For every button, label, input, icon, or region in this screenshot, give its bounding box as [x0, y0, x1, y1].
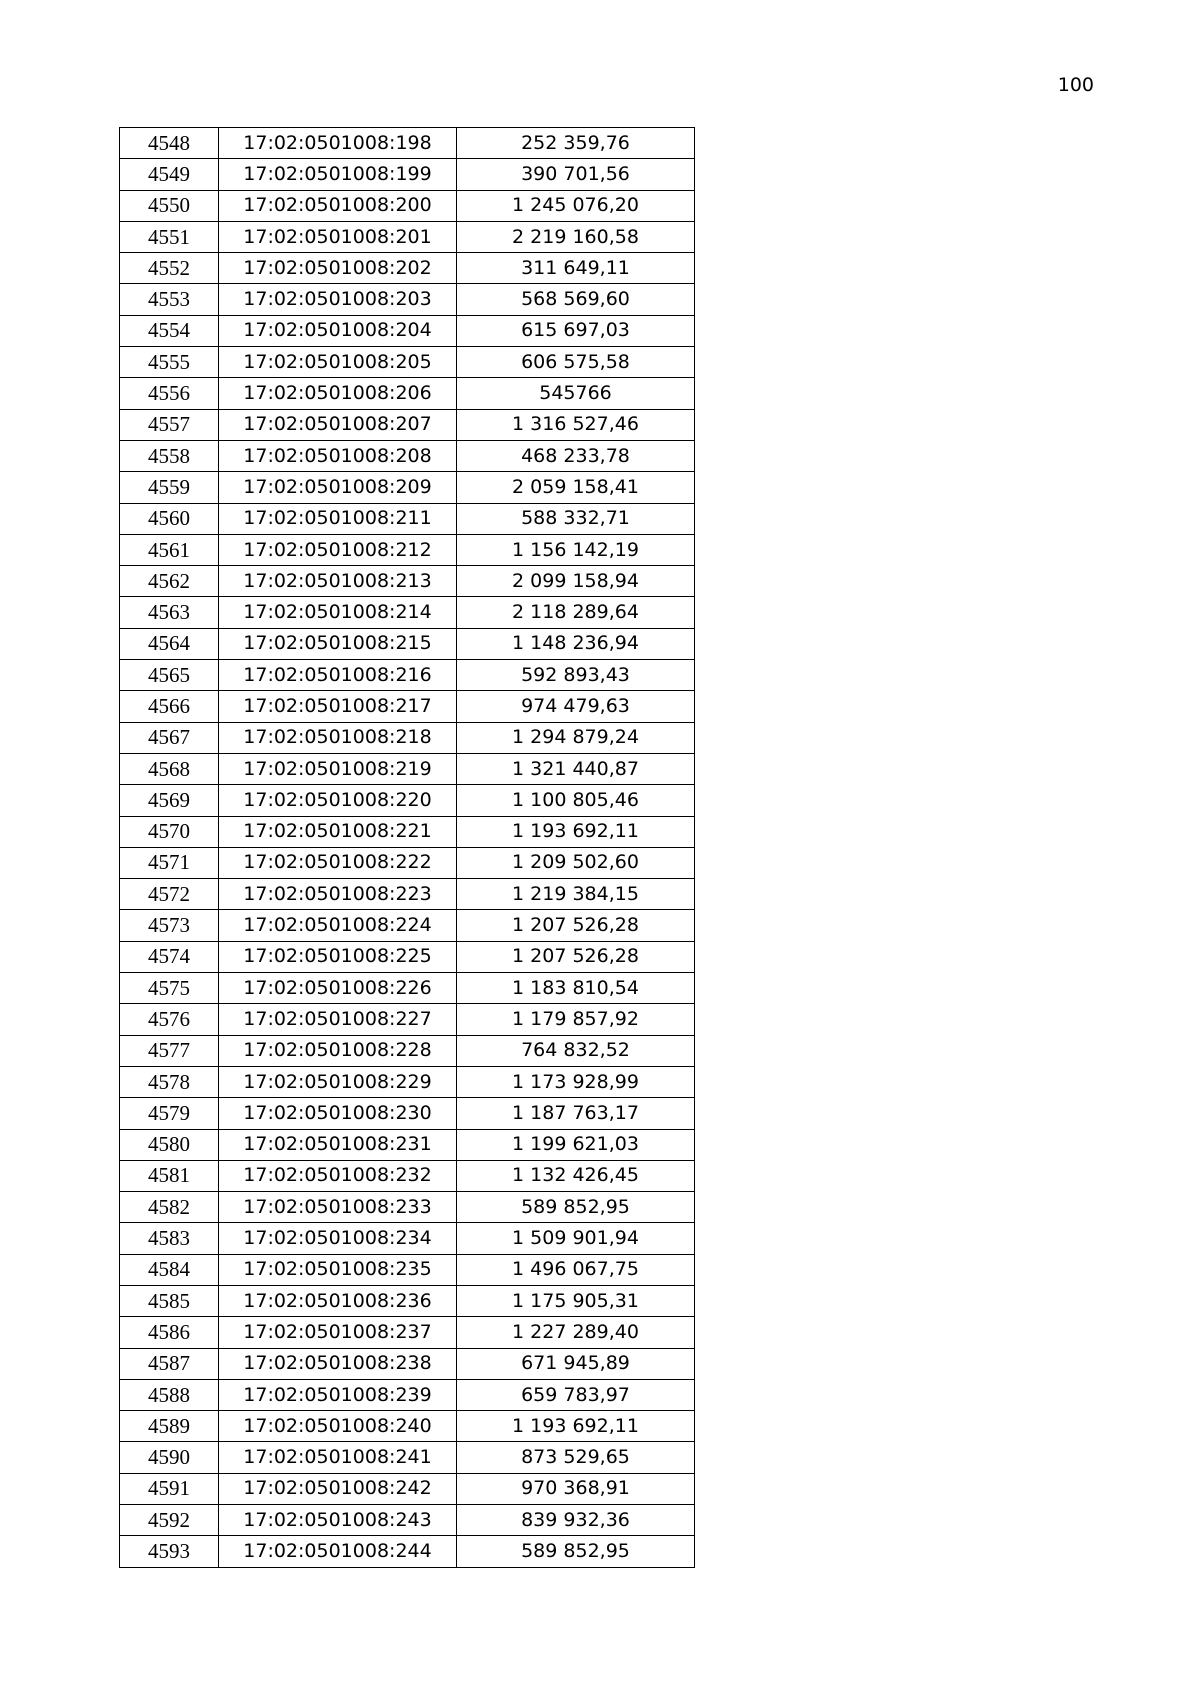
cadastral-value-cell: 1 245 076,20	[457, 190, 695, 221]
cadastral-number-cell: 17:02:0501008:199	[219, 159, 457, 190]
table-row	[120, 472, 695, 503]
table-row	[120, 534, 695, 565]
cadastral-number-cell: 17:02:0501008:237	[219, 1317, 457, 1348]
cadastral-number-cell: 17:02:0501008:223	[219, 879, 457, 910]
row-number-cell: 4572	[120, 879, 219, 910]
cadastral-value-cell: 468 233,78	[457, 440, 695, 471]
cadastral-number-cell: 17:02:0501008:239	[219, 1379, 457, 1410]
table-row	[120, 1223, 695, 1254]
table-row	[120, 378, 695, 409]
table-row	[120, 1442, 695, 1473]
cadastral-number-cell: 17:02:0501008:202	[219, 253, 457, 284]
table-row	[120, 503, 695, 534]
cadastral-value-cell: 1 148 236,94	[457, 628, 695, 659]
table-row	[120, 1035, 695, 1066]
cadastral-value-cell: 659 783,97	[457, 1379, 695, 1410]
cadastral-value-cell: 839 932,36	[457, 1505, 695, 1536]
table-row	[120, 847, 695, 878]
cadastral-number-cell: 17:02:0501008:235	[219, 1254, 457, 1285]
cadastral-value-cell: 1 509 901,94	[457, 1223, 695, 1254]
table-row	[120, 1160, 695, 1191]
cadastral-value-cell: 545766	[457, 378, 695, 409]
cadastral-number-cell: 17:02:0501008:229	[219, 1066, 457, 1097]
cadastral-value-cell: 1 227 289,40	[457, 1317, 695, 1348]
cadastral-number-cell: 17:02:0501008:217	[219, 691, 457, 722]
row-number-cell: 4579	[120, 1098, 219, 1129]
cadastral-value-cell: 1 187 763,17	[457, 1098, 695, 1129]
row-number-cell: 4558	[120, 440, 219, 471]
cadastral-number-cell: 17:02:0501008:214	[219, 597, 457, 628]
cadastral-number-cell: 17:02:0501008:203	[219, 284, 457, 315]
cadastral-value-cell: 589 852,95	[457, 1192, 695, 1223]
cadastral-value-cell: 1 294 879,24	[457, 722, 695, 753]
cadastral-value-cell: 606 575,58	[457, 347, 695, 378]
cadastral-value-cell: 1 183 810,54	[457, 973, 695, 1004]
row-number-cell: 4578	[120, 1066, 219, 1097]
cadastral-number-cell: 17:02:0501008:213	[219, 566, 457, 597]
cadastral-value-cell: 252 359,76	[457, 128, 695, 159]
row-number-cell: 4574	[120, 941, 219, 972]
table-row	[120, 879, 695, 910]
cadastral-value-cell: 1 219 384,15	[457, 879, 695, 910]
cadastral-value-cell: 1 207 526,28	[457, 910, 695, 941]
cadastral-value-cell: 390 701,56	[457, 159, 695, 190]
cadastral-value-cell: 2 059 158,41	[457, 472, 695, 503]
table-row	[120, 1536, 695, 1567]
cadastral-number-cell: 17:02:0501008:218	[219, 722, 457, 753]
cadastral-number-cell: 17:02:0501008:198	[219, 128, 457, 159]
table-row	[120, 1473, 695, 1504]
cadastral-number-cell: 17:02:0501008:233	[219, 1192, 457, 1223]
cadastral-value-cell: 1 316 527,46	[457, 409, 695, 440]
cadastral-number-cell: 17:02:0501008:231	[219, 1129, 457, 1160]
cadastral-value-cell: 1 321 440,87	[457, 753, 695, 784]
row-number-cell: 4565	[120, 660, 219, 691]
row-number-cell: 4551	[120, 221, 219, 252]
cadastral-number-cell: 17:02:0501008:241	[219, 1442, 457, 1473]
table-row	[120, 597, 695, 628]
cadastral-value-cell: 592 893,43	[457, 660, 695, 691]
cadastral-number-cell: 17:02:0501008:222	[219, 847, 457, 878]
cadastral-value-cell: 2 118 289,64	[457, 597, 695, 628]
table-row	[120, 1411, 695, 1442]
cadastral-number-cell: 17:02:0501008:201	[219, 221, 457, 252]
cadastral-value-cell: 615 697,03	[457, 315, 695, 346]
cadastral-number-cell: 17:02:0501008:240	[219, 1411, 457, 1442]
cadastral-value-cell: 764 832,52	[457, 1035, 695, 1066]
row-number-cell: 4564	[120, 628, 219, 659]
cadastral-value-cell: 974 479,63	[457, 691, 695, 722]
cadastral-value-cell: 1 199 621,03	[457, 1129, 695, 1160]
table-row	[120, 347, 695, 378]
cadastral-number-cell: 17:02:0501008:200	[219, 190, 457, 221]
row-number-cell: 4586	[120, 1317, 219, 1348]
cadastral-value-cell: 1 179 857,92	[457, 1004, 695, 1035]
table-row	[120, 128, 695, 159]
row-number-cell: 4591	[120, 1473, 219, 1504]
cadastral-value-cell: 589 852,95	[457, 1536, 695, 1567]
row-number-cell: 4566	[120, 691, 219, 722]
table-row	[120, 190, 695, 221]
page-number: 100	[1057, 74, 1094, 96]
row-number-cell: 4567	[120, 722, 219, 753]
row-number-cell: 4593	[120, 1536, 219, 1567]
row-number-cell: 4555	[120, 347, 219, 378]
cadastral-value-table	[119, 127, 695, 1568]
row-number-cell: 4571	[120, 847, 219, 878]
cadastral-value-cell: 970 368,91	[457, 1473, 695, 1504]
row-number-cell: 4592	[120, 1505, 219, 1536]
row-number-cell: 4549	[120, 159, 219, 190]
row-number-cell: 4576	[120, 1004, 219, 1035]
table-row	[120, 1066, 695, 1097]
cadastral-value-cell: 1 175 905,31	[457, 1285, 695, 1316]
cadastral-value-cell: 1 156 142,19	[457, 534, 695, 565]
table-row	[120, 440, 695, 471]
row-number-cell: 4580	[120, 1129, 219, 1160]
cadastral-number-cell: 17:02:0501008:228	[219, 1035, 457, 1066]
cadastral-number-cell: 17:02:0501008:230	[219, 1098, 457, 1129]
table-row	[120, 1348, 695, 1379]
table-row	[120, 1505, 695, 1536]
table-body	[120, 128, 695, 1568]
cadastral-number-cell: 17:02:0501008:236	[219, 1285, 457, 1316]
cadastral-value-cell: 671 945,89	[457, 1348, 695, 1379]
row-number-cell: 4573	[120, 910, 219, 941]
cadastral-number-cell: 17:02:0501008:216	[219, 660, 457, 691]
cadastral-number-cell: 17:02:0501008:204	[219, 315, 457, 346]
row-number-cell: 4588	[120, 1379, 219, 1410]
cadastral-number-cell: 17:02:0501008:205	[219, 347, 457, 378]
cadastral-value-cell: 1 132 426,45	[457, 1160, 695, 1191]
cadastral-number-cell: 17:02:0501008:219	[219, 753, 457, 784]
cadastral-number-cell: 17:02:0501008:208	[219, 440, 457, 471]
table-row	[120, 1192, 695, 1223]
table-row	[120, 315, 695, 346]
row-number-cell: 4552	[120, 253, 219, 284]
row-number-cell: 4589	[120, 1411, 219, 1442]
cadastral-value-cell: 311 649,11	[457, 253, 695, 284]
row-number-cell: 4577	[120, 1035, 219, 1066]
cadastral-value-cell: 2 219 160,58	[457, 221, 695, 252]
cadastral-number-cell: 17:02:0501008:238	[219, 1348, 457, 1379]
row-number-cell: 4557	[120, 409, 219, 440]
cadastral-number-cell: 17:02:0501008:227	[219, 1004, 457, 1035]
row-number-cell: 4550	[120, 190, 219, 221]
table-row	[120, 1317, 695, 1348]
row-number-cell: 4554	[120, 315, 219, 346]
table-row	[120, 785, 695, 816]
cadastral-number-cell: 17:02:0501008:221	[219, 816, 457, 847]
cadastral-number-cell: 17:02:0501008:224	[219, 910, 457, 941]
table-row	[120, 221, 695, 252]
table-row	[120, 284, 695, 315]
cadastral-number-cell: 17:02:0501008:232	[219, 1160, 457, 1191]
table-row	[120, 941, 695, 972]
row-number-cell: 4583	[120, 1223, 219, 1254]
table-row	[120, 1098, 695, 1129]
row-number-cell: 4560	[120, 503, 219, 534]
row-number-cell: 4590	[120, 1442, 219, 1473]
cadastral-number-cell: 17:02:0501008:225	[219, 941, 457, 972]
row-number-cell: 4568	[120, 753, 219, 784]
table-row	[120, 722, 695, 753]
row-number-cell: 4570	[120, 816, 219, 847]
table-row	[120, 753, 695, 784]
table-row	[120, 1004, 695, 1035]
cadastral-number-cell: 17:02:0501008:244	[219, 1536, 457, 1567]
cadastral-number-cell: 17:02:0501008:212	[219, 534, 457, 565]
cadastral-number-cell: 17:02:0501008:209	[219, 472, 457, 503]
cadastral-number-cell: 17:02:0501008:242	[219, 1473, 457, 1504]
cadastral-number-cell: 17:02:0501008:243	[219, 1505, 457, 1536]
cadastral-value-cell: 1 193 692,11	[457, 1411, 695, 1442]
table-row	[120, 628, 695, 659]
table-row	[120, 1285, 695, 1316]
row-number-cell: 4575	[120, 973, 219, 1004]
cadastral-number-cell: 17:02:0501008:211	[219, 503, 457, 534]
cadastral-value-cell: 1 209 502,60	[457, 847, 695, 878]
cadastral-value-cell: 1 496 067,75	[457, 1254, 695, 1285]
cadastral-value-cell: 568 569,60	[457, 284, 695, 315]
row-number-cell: 4561	[120, 534, 219, 565]
cadastral-value-cell: 2 099 158,94	[457, 566, 695, 597]
cadastral-number-cell: 17:02:0501008:215	[219, 628, 457, 659]
cadastral-value-cell: 1 193 692,11	[457, 816, 695, 847]
row-number-cell: 4556	[120, 378, 219, 409]
table-row	[120, 816, 695, 847]
table-row	[120, 910, 695, 941]
cadastral-value-cell: 873 529,65	[457, 1442, 695, 1473]
table-row	[120, 409, 695, 440]
table-row	[120, 253, 695, 284]
table-row	[120, 973, 695, 1004]
row-number-cell: 4548	[120, 128, 219, 159]
cadastral-number-cell: 17:02:0501008:220	[219, 785, 457, 816]
row-number-cell: 4585	[120, 1285, 219, 1316]
cadastral-number-cell: 17:02:0501008:226	[219, 973, 457, 1004]
row-number-cell: 4584	[120, 1254, 219, 1285]
row-number-cell: 4582	[120, 1192, 219, 1223]
row-number-cell: 4581	[120, 1160, 219, 1191]
row-number-cell: 4553	[120, 284, 219, 315]
table-row	[120, 1379, 695, 1410]
cadastral-number-cell: 17:02:0501008:206	[219, 378, 457, 409]
cadastral-value-cell: 1 207 526,28	[457, 941, 695, 972]
table-row	[120, 159, 695, 190]
table-row	[120, 1129, 695, 1160]
cadastral-value-cell: 1 100 805,46	[457, 785, 695, 816]
table-row	[120, 566, 695, 597]
table-row	[120, 660, 695, 691]
table-row	[120, 691, 695, 722]
row-number-cell: 4587	[120, 1348, 219, 1379]
row-number-cell: 4562	[120, 566, 219, 597]
row-number-cell: 4569	[120, 785, 219, 816]
row-number-cell: 4563	[120, 597, 219, 628]
cadastral-number-cell: 17:02:0501008:207	[219, 409, 457, 440]
table-row	[120, 1254, 695, 1285]
cadastral-number-cell: 17:02:0501008:234	[219, 1223, 457, 1254]
cadastral-value-cell: 588 332,71	[457, 503, 695, 534]
cadastral-value-cell: 1 173 928,99	[457, 1066, 695, 1097]
row-number-cell: 4559	[120, 472, 219, 503]
